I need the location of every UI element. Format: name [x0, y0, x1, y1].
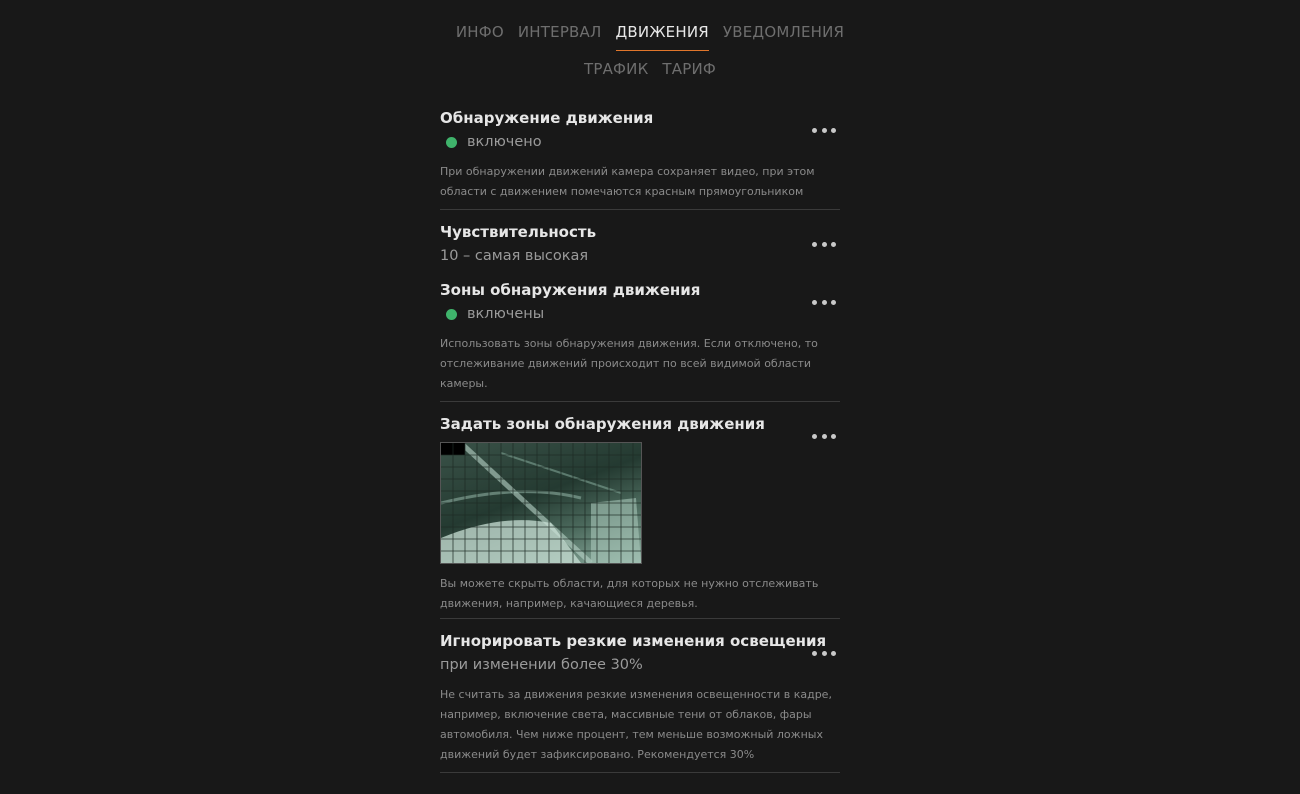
more-dots-icon	[812, 434, 817, 439]
more-dots-icon	[812, 128, 817, 133]
camera-preview-image	[441, 443, 641, 563]
lighting-description: Не считать за движения резкие изменения освещенности в кадре, например, включение света, массивные тени от облаков, фары автомобиля. Чем ниже процент, тем меньше возможный ложных движений будет зафиксировано. Рекомендуется 30%	[440, 688, 832, 761]
zones-title: Зоны обнаружения движения	[440, 281, 701, 299]
motion-detection-status	[440, 132, 840, 152]
divider	[440, 772, 840, 773]
tab-tariff[interactable]: ТАРИФ	[662, 60, 717, 78]
lighting-section	[440, 631, 840, 765]
set-zones-description: Вы можете скрыть области, для которых не нужно отслеживать движения, например, качающиеся деревья.	[440, 577, 819, 610]
zones-description: Использовать зоны обнаружения движения. Если отключено, то отслеживание движений происходит по всей видимой области камеры.	[440, 337, 818, 390]
sensitivity-title: Чувствительность	[440, 223, 597, 241]
status-dot-icon	[446, 137, 457, 148]
more-dots-icon	[812, 242, 817, 247]
tab-traffic[interactable]: ТРАФИК	[583, 60, 649, 78]
lighting-title: Игнорировать резкие изменения освещения	[440, 632, 827, 650]
tab-motion[interactable]: ДВИЖЕНИЯ	[616, 22, 709, 51]
sensitivity-value: 10 – самая высокая	[440, 248, 589, 264]
tab-info[interactable]: ИНФО	[455, 23, 504, 41]
tab-interval[interactable]: ИНТЕРВАЛ	[517, 23, 602, 41]
motion-detection-title: Обнаружение движения	[440, 109, 654, 127]
tab-notifications[interactable]: УВЕДОМЛЕНИЯ	[722, 23, 845, 41]
set-zones-more-button[interactable]	[812, 431, 836, 441]
set-zones-title: Задать зоны обнаружения движения	[440, 415, 765, 433]
divider	[440, 209, 840, 210]
more-dots-icon	[812, 651, 817, 656]
lighting-value: при изменении более 30%	[440, 657, 643, 673]
sensitivity-section	[440, 222, 840, 266]
divider	[440, 401, 840, 402]
motion-detection-description: При обнаружении движений камера сохраняет видео, при этом области с движением помечаются красным прямоугольником	[440, 165, 815, 198]
motion-detection-value: включено	[467, 134, 542, 150]
zones-more-button[interactable]	[812, 297, 836, 307]
zones-section	[440, 280, 840, 394]
motion-detection-section	[440, 108, 840, 202]
divider	[440, 618, 840, 619]
motion-detection-more-button[interactable]	[812, 125, 836, 135]
tab-row-2	[0, 59, 1300, 87]
status-dot-icon	[446, 309, 457, 320]
zones-value: включены	[467, 306, 545, 322]
tab-row-1	[0, 22, 1300, 51]
lighting-more-button[interactable]	[812, 648, 836, 658]
sensitivity-more-button[interactable]	[812, 239, 836, 249]
set-zones-section	[440, 414, 840, 614]
zones-status	[440, 304, 840, 324]
zone-grid-preview[interactable]	[440, 442, 642, 564]
more-dots-icon	[812, 300, 817, 305]
